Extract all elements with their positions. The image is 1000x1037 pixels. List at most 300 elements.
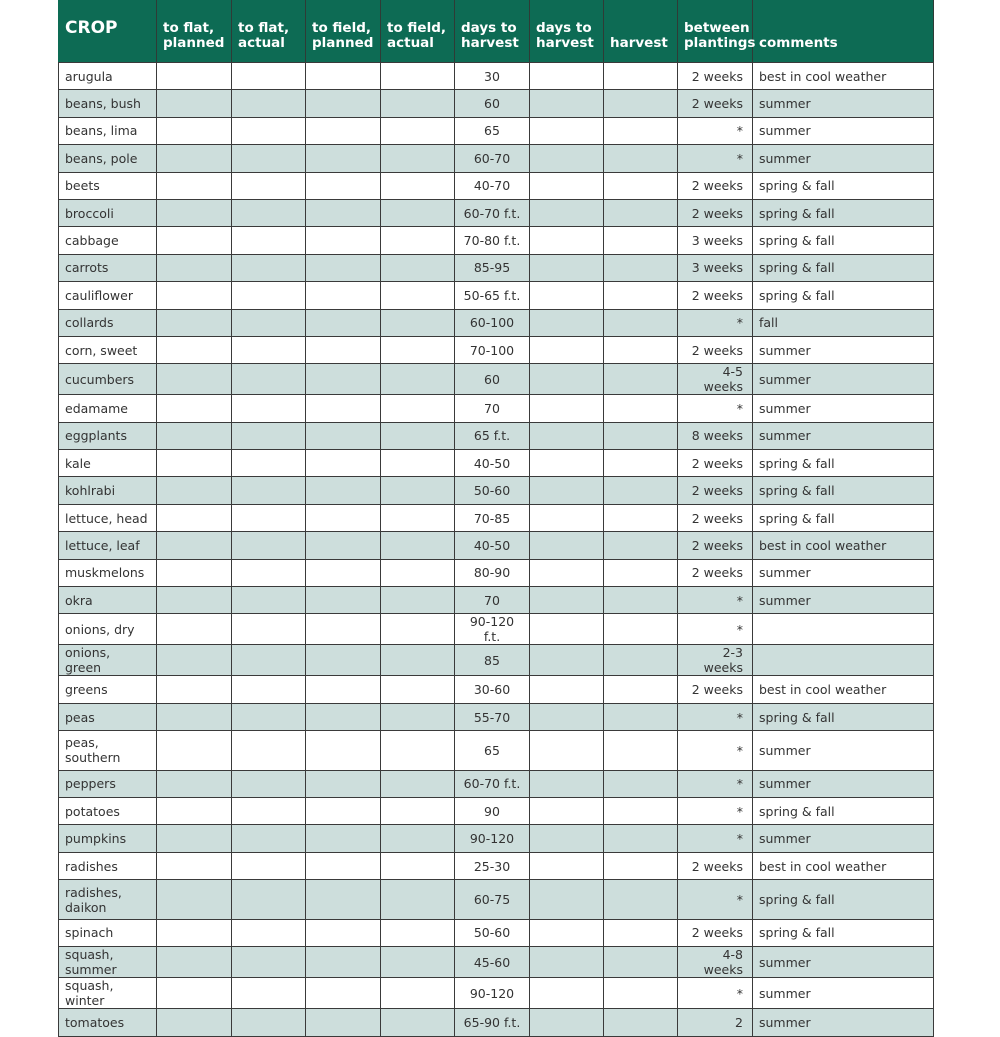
- days-to-harvest-2-cell[interactable]: [530, 825, 604, 852]
- field-actual-cell[interactable]: [381, 852, 455, 879]
- crop-cell: kale: [59, 450, 157, 477]
- comments-cell: spring & fall: [753, 798, 934, 825]
- days-to-harvest-2-cell[interactable]: [530, 309, 604, 336]
- table-row: [59, 919, 934, 946]
- flat-planned-cell[interactable]: [157, 504, 232, 531]
- days-to-harvest-cell: 85-95: [455, 254, 530, 281]
- field-actual-cell[interactable]: [381, 798, 455, 825]
- flat-planned-cell[interactable]: [157, 919, 232, 946]
- days-to-harvest-cell: 90-120: [455, 978, 530, 1009]
- flat-actual-cell[interactable]: [232, 282, 306, 309]
- flat-planned-cell[interactable]: [157, 336, 232, 363]
- flat-planned-cell[interactable]: [157, 63, 232, 90]
- field-actual-cell[interactable]: [381, 770, 455, 797]
- field-planned-cell[interactable]: [306, 254, 381, 281]
- days-to-harvest-cell: 50-60: [455, 919, 530, 946]
- table-row: [59, 731, 934, 771]
- days-to-harvest-2-cell[interactable]: [530, 770, 604, 797]
- header-harvest: harvest: [604, 0, 678, 63]
- crop-cell: cabbage: [59, 227, 157, 254]
- flat-planned-cell[interactable]: [157, 90, 232, 117]
- days-to-harvest-2-cell[interactable]: [530, 395, 604, 422]
- field-planned-cell[interactable]: [306, 477, 381, 504]
- comments-cell: spring & fall: [753, 703, 934, 730]
- between-plantings-cell: *: [678, 825, 753, 852]
- days-to-harvest-2-cell[interactable]: [530, 919, 604, 946]
- field-actual-cell[interactable]: [381, 309, 455, 336]
- harvest-cell[interactable]: [604, 1009, 678, 1036]
- field-actual-cell[interactable]: [381, 559, 455, 586]
- flat-planned-cell[interactable]: [157, 731, 232, 771]
- comments-cell: [753, 614, 934, 645]
- field-actual-cell[interactable]: [381, 450, 455, 477]
- days-to-harvest-cell: 60-100: [455, 309, 530, 336]
- field-actual-cell[interactable]: [381, 532, 455, 559]
- flat-actual-cell[interactable]: [232, 919, 306, 946]
- field-planned-cell[interactable]: [306, 947, 381, 978]
- flat-actual-cell[interactable]: [232, 254, 306, 281]
- days-to-harvest-2-cell[interactable]: [530, 532, 604, 559]
- flat-planned-cell[interactable]: [157, 645, 232, 676]
- field-planned-cell[interactable]: [306, 919, 381, 946]
- flat-planned-cell[interactable]: [157, 614, 232, 645]
- between-plantings-cell: *: [678, 770, 753, 797]
- field-planned-cell[interactable]: [306, 450, 381, 477]
- table-row: [59, 282, 934, 309]
- comments-cell: summer: [753, 145, 934, 172]
- flat-planned-cell[interactable]: [157, 559, 232, 586]
- crop-cell: spinach: [59, 919, 157, 946]
- days-to-harvest-2-cell[interactable]: [530, 227, 604, 254]
- days-to-harvest-2-cell[interactable]: [530, 559, 604, 586]
- flat-actual-cell[interactable]: [232, 172, 306, 199]
- field-planned-cell[interactable]: [306, 559, 381, 586]
- days-to-harvest-2-cell[interactable]: [530, 254, 604, 281]
- comments-cell: spring & fall: [753, 450, 934, 477]
- flat-actual-cell[interactable]: [232, 199, 306, 226]
- flat-actual-cell[interactable]: [232, 587, 306, 614]
- table-row: [59, 614, 934, 645]
- comments-cell: spring & fall: [753, 199, 934, 226]
- field-planned-cell[interactable]: [306, 336, 381, 363]
- field-planned-cell[interactable]: [306, 172, 381, 199]
- days-to-harvest-2-cell[interactable]: [530, 477, 604, 504]
- days-to-harvest-2-cell[interactable]: [530, 63, 604, 90]
- comments-cell: best in cool weather: [753, 532, 934, 559]
- harvest-cell[interactable]: [604, 947, 678, 978]
- flat-actual-cell[interactable]: [232, 450, 306, 477]
- days-to-harvest-cell: 40-50: [455, 532, 530, 559]
- flat-actual-cell[interactable]: [232, 227, 306, 254]
- table-row: [59, 199, 934, 226]
- field-actual-cell[interactable]: [381, 422, 455, 449]
- days-to-harvest-cell: 30: [455, 63, 530, 90]
- between-plantings-cell: 2 weeks: [678, 559, 753, 586]
- days-to-harvest-2-cell[interactable]: [530, 852, 604, 879]
- field-planned-cell[interactable]: [306, 852, 381, 879]
- flat-actual-cell[interactable]: [232, 731, 306, 771]
- flat-planned-cell[interactable]: [157, 852, 232, 879]
- days-to-harvest-cell: 25-30: [455, 852, 530, 879]
- between-plantings-cell: 4-5 weeks: [678, 364, 753, 395]
- flat-actual-cell[interactable]: [232, 676, 306, 703]
- flat-actual-cell[interactable]: [232, 645, 306, 676]
- between-plantings-cell: 2 weeks: [678, 450, 753, 477]
- flat-planned-cell[interactable]: [157, 770, 232, 797]
- field-planned-cell[interactable]: [306, 532, 381, 559]
- comments-cell: summer: [753, 336, 934, 363]
- days-to-harvest-cell: 40-50: [455, 450, 530, 477]
- crop-cell: onions, dry: [59, 614, 157, 645]
- field-actual-cell[interactable]: [381, 145, 455, 172]
- flat-planned-cell[interactable]: [157, 947, 232, 978]
- harvest-cell[interactable]: [604, 282, 678, 309]
- field-planned-cell[interactable]: [306, 1009, 381, 1036]
- table-row: [59, 336, 934, 363]
- between-plantings-cell: *: [678, 309, 753, 336]
- harvest-cell[interactable]: [604, 919, 678, 946]
- harvest-cell[interactable]: [604, 364, 678, 395]
- field-planned-cell[interactable]: [306, 364, 381, 395]
- between-plantings-cell: *: [678, 614, 753, 645]
- flat-planned-cell[interactable]: [157, 395, 232, 422]
- table-row: [59, 395, 934, 422]
- field-actual-cell[interactable]: [381, 336, 455, 363]
- flat-actual-cell[interactable]: [232, 559, 306, 586]
- between-plantings-cell: 2 weeks: [678, 919, 753, 946]
- table-row: [59, 227, 934, 254]
- table-row: [59, 770, 934, 797]
- comments-cell: summer: [753, 559, 934, 586]
- harvest-cell[interactable]: [604, 477, 678, 504]
- field-planned-cell[interactable]: [306, 798, 381, 825]
- days-to-harvest-2-cell[interactable]: [530, 1009, 604, 1036]
- flat-actual-cell[interactable]: [232, 880, 306, 920]
- flat-planned-cell[interactable]: [157, 587, 232, 614]
- harvest-cell[interactable]: [604, 199, 678, 226]
- harvest-cell[interactable]: [604, 90, 678, 117]
- comments-cell: spring & fall: [753, 227, 934, 254]
- harvest-cell[interactable]: [604, 614, 678, 645]
- field-actual-cell[interactable]: [381, 676, 455, 703]
- days-to-harvest-2-cell[interactable]: [530, 645, 604, 676]
- field-planned-cell[interactable]: [306, 199, 381, 226]
- days-to-harvest-2-cell[interactable]: [530, 422, 604, 449]
- harvest-cell[interactable]: [604, 825, 678, 852]
- harvest-cell[interactable]: [604, 172, 678, 199]
- field-planned-cell[interactable]: [306, 731, 381, 771]
- harvest-cell[interactable]: [604, 978, 678, 1009]
- days-to-harvest-2-cell[interactable]: [530, 364, 604, 395]
- days-to-harvest-cell: 45-60: [455, 947, 530, 978]
- harvest-cell[interactable]: [604, 852, 678, 879]
- field-actual-cell[interactable]: [381, 825, 455, 852]
- flat-actual-cell[interactable]: [232, 63, 306, 90]
- table-row: [59, 978, 934, 1009]
- field-actual-cell[interactable]: [381, 199, 455, 226]
- flat-planned-cell[interactable]: [157, 798, 232, 825]
- field-actual-cell[interactable]: [381, 364, 455, 395]
- comments-cell: spring & fall: [753, 880, 934, 920]
- harvest-cell[interactable]: [604, 450, 678, 477]
- field-planned-cell[interactable]: [306, 309, 381, 336]
- between-plantings-cell: 2 weeks: [678, 676, 753, 703]
- field-actual-cell[interactable]: [381, 227, 455, 254]
- flat-planned-cell[interactable]: [157, 117, 232, 144]
- days-to-harvest-2-cell[interactable]: [530, 504, 604, 531]
- field-actual-cell[interactable]: [381, 978, 455, 1009]
- flat-planned-cell[interactable]: [157, 282, 232, 309]
- days-to-harvest-2-cell[interactable]: [530, 947, 604, 978]
- harvest-cell[interactable]: [604, 731, 678, 771]
- days-to-harvest-cell: 60-70 f.t.: [455, 770, 530, 797]
- header-between-plantings: between plantings: [678, 0, 753, 63]
- days-to-harvest-cell: 40-70: [455, 172, 530, 199]
- days-to-harvest-cell: 70: [455, 587, 530, 614]
- flat-actual-cell[interactable]: [232, 422, 306, 449]
- field-planned-cell[interactable]: [306, 825, 381, 852]
- days-to-harvest-2-cell[interactable]: [530, 199, 604, 226]
- harvest-cell[interactable]: [604, 117, 678, 144]
- field-actual-cell[interactable]: [381, 919, 455, 946]
- flat-actual-cell[interactable]: [232, 336, 306, 363]
- days-to-harvest-2-cell[interactable]: [530, 450, 604, 477]
- field-planned-cell[interactable]: [306, 504, 381, 531]
- field-planned-cell[interactable]: [306, 117, 381, 144]
- field-planned-cell[interactable]: [306, 676, 381, 703]
- flat-planned-cell[interactable]: [157, 978, 232, 1009]
- days-to-harvest-cell: 55-70: [455, 703, 530, 730]
- table-row: [59, 450, 934, 477]
- between-plantings-cell: 2 weeks: [678, 172, 753, 199]
- flat-planned-cell[interactable]: [157, 309, 232, 336]
- flat-actual-cell[interactable]: [232, 90, 306, 117]
- field-planned-cell[interactable]: [306, 703, 381, 730]
- days-to-harvest-2-cell[interactable]: [530, 676, 604, 703]
- field-actual-cell[interactable]: [381, 1009, 455, 1036]
- harvest-cell[interactable]: [604, 336, 678, 363]
- days-to-harvest-2-cell[interactable]: [530, 145, 604, 172]
- field-planned-cell[interactable]: [306, 614, 381, 645]
- harvest-cell[interactable]: [604, 587, 678, 614]
- flat-actual-cell[interactable]: [232, 145, 306, 172]
- field-actual-cell[interactable]: [381, 90, 455, 117]
- flat-planned-cell[interactable]: [157, 676, 232, 703]
- harvest-cell[interactable]: [604, 532, 678, 559]
- field-actual-cell[interactable]: [381, 947, 455, 978]
- field-planned-cell[interactable]: [306, 90, 381, 117]
- flat-planned-cell[interactable]: [157, 703, 232, 730]
- crop-cell: potatoes: [59, 798, 157, 825]
- crop-cell: cauliflower: [59, 282, 157, 309]
- crop-cell: tomatoes: [59, 1009, 157, 1036]
- table-row: [59, 477, 934, 504]
- flat-planned-cell[interactable]: [157, 422, 232, 449]
- harvest-cell[interactable]: [604, 645, 678, 676]
- flat-actual-cell[interactable]: [232, 309, 306, 336]
- field-actual-cell[interactable]: [381, 172, 455, 199]
- flat-planned-cell[interactable]: [157, 880, 232, 920]
- comments-cell: summer: [753, 731, 934, 771]
- harvest-cell[interactable]: [604, 504, 678, 531]
- field-planned-cell[interactable]: [306, 770, 381, 797]
- crop-cell: lettuce, head: [59, 504, 157, 531]
- field-actual-cell[interactable]: [381, 614, 455, 645]
- crop-cell: beans, lima: [59, 117, 157, 144]
- between-plantings-cell: 2-3 weeks: [678, 645, 753, 676]
- field-planned-cell[interactable]: [306, 645, 381, 676]
- field-planned-cell[interactable]: [306, 422, 381, 449]
- days-to-harvest-2-cell[interactable]: [530, 282, 604, 309]
- flat-actual-cell[interactable]: [232, 477, 306, 504]
- crop-cell: cucumbers: [59, 364, 157, 395]
- header-days-to-harvest: days to harvest: [455, 0, 530, 63]
- field-actual-cell[interactable]: [381, 703, 455, 730]
- field-actual-cell[interactable]: [381, 63, 455, 90]
- flat-planned-cell[interactable]: [157, 1009, 232, 1036]
- field-planned-cell[interactable]: [306, 880, 381, 920]
- crop-cell: greens: [59, 676, 157, 703]
- field-planned-cell[interactable]: [306, 145, 381, 172]
- header-field-actual: to field, actual: [381, 0, 455, 63]
- comments-cell: spring & fall: [753, 254, 934, 281]
- days-to-harvest-2-cell[interactable]: [530, 731, 604, 771]
- flat-actual-cell[interactable]: [232, 364, 306, 395]
- days-to-harvest-cell: 60: [455, 90, 530, 117]
- crop-cell: muskmelons: [59, 559, 157, 586]
- flat-planned-cell[interactable]: [157, 145, 232, 172]
- field-planned-cell[interactable]: [306, 227, 381, 254]
- crop-cell: peppers: [59, 770, 157, 797]
- field-planned-cell[interactable]: [306, 978, 381, 1009]
- field-actual-cell[interactable]: [381, 645, 455, 676]
- planting-schedule-table: [58, 0, 934, 1037]
- field-actual-cell[interactable]: [381, 254, 455, 281]
- field-actual-cell[interactable]: [381, 587, 455, 614]
- table-row: [59, 559, 934, 586]
- days-to-harvest-cell: 60-70 f.t.: [455, 199, 530, 226]
- days-to-harvest-cell: 90-120 f.t.: [455, 614, 530, 645]
- header-row: [59, 0, 934, 63]
- days-to-harvest-2-cell[interactable]: [530, 798, 604, 825]
- comments-cell: spring & fall: [753, 172, 934, 199]
- field-planned-cell[interactable]: [306, 282, 381, 309]
- days-to-harvest-2-cell[interactable]: [530, 172, 604, 199]
- harvest-cell[interactable]: [604, 227, 678, 254]
- field-actual-cell[interactable]: [381, 117, 455, 144]
- flat-actual-cell[interactable]: [232, 703, 306, 730]
- flat-planned-cell[interactable]: [157, 254, 232, 281]
- table-row: [59, 117, 934, 144]
- harvest-cell[interactable]: [604, 145, 678, 172]
- between-plantings-cell: *: [678, 587, 753, 614]
- crop-cell: kohlrabi: [59, 477, 157, 504]
- days-to-harvest-2-cell[interactable]: [530, 880, 604, 920]
- harvest-cell[interactable]: [604, 676, 678, 703]
- harvest-cell[interactable]: [604, 559, 678, 586]
- field-actual-cell[interactable]: [381, 395, 455, 422]
- table-row: [59, 880, 934, 920]
- between-plantings-cell: 2 weeks: [678, 477, 753, 504]
- days-to-harvest-2-cell[interactable]: [530, 90, 604, 117]
- flat-planned-cell[interactable]: [157, 172, 232, 199]
- flat-planned-cell[interactable]: [157, 227, 232, 254]
- field-planned-cell[interactable]: [306, 63, 381, 90]
- flat-actual-cell[interactable]: [232, 117, 306, 144]
- harvest-cell[interactable]: [604, 309, 678, 336]
- flat-actual-cell[interactable]: [232, 1009, 306, 1036]
- field-actual-cell[interactable]: [381, 282, 455, 309]
- days-to-harvest-2-cell[interactable]: [530, 336, 604, 363]
- harvest-cell[interactable]: [604, 422, 678, 449]
- crop-cell: pumpkins: [59, 825, 157, 852]
- harvest-cell[interactable]: [604, 770, 678, 797]
- harvest-cell[interactable]: [604, 880, 678, 920]
- crop-cell: beans, pole: [59, 145, 157, 172]
- flat-actual-cell[interactable]: [232, 852, 306, 879]
- harvest-cell[interactable]: [604, 703, 678, 730]
- between-plantings-cell: *: [678, 731, 753, 771]
- flat-planned-cell[interactable]: [157, 450, 232, 477]
- flat-planned-cell[interactable]: [157, 364, 232, 395]
- harvest-cell[interactable]: [604, 63, 678, 90]
- field-actual-cell[interactable]: [381, 504, 455, 531]
- comments-cell: summer: [753, 587, 934, 614]
- field-actual-cell[interactable]: [381, 477, 455, 504]
- flat-actual-cell[interactable]: [232, 947, 306, 978]
- days-to-harvest-2-cell[interactable]: [530, 978, 604, 1009]
- flat-actual-cell[interactable]: [232, 504, 306, 531]
- flat-actual-cell[interactable]: [232, 395, 306, 422]
- flat-planned-cell[interactable]: [157, 199, 232, 226]
- table-row: [59, 798, 934, 825]
- table-row: [59, 825, 934, 852]
- flat-actual-cell[interactable]: [232, 614, 306, 645]
- crop-cell: peas, southern: [59, 731, 157, 771]
- between-plantings-cell: 8 weeks: [678, 422, 753, 449]
- comments-cell: summer: [753, 1009, 934, 1036]
- table-row: [59, 947, 934, 978]
- flat-planned-cell[interactable]: [157, 825, 232, 852]
- table-row: [59, 145, 934, 172]
- field-actual-cell[interactable]: [381, 731, 455, 771]
- flat-planned-cell[interactable]: [157, 477, 232, 504]
- harvest-cell[interactable]: [604, 395, 678, 422]
- flat-actual-cell[interactable]: [232, 978, 306, 1009]
- flat-actual-cell[interactable]: [232, 532, 306, 559]
- comments-cell: summer: [753, 422, 934, 449]
- harvest-cell[interactable]: [604, 254, 678, 281]
- table-row: [59, 703, 934, 730]
- days-to-harvest-2-cell[interactable]: [530, 587, 604, 614]
- flat-planned-cell[interactable]: [157, 532, 232, 559]
- days-to-harvest-cell: 70: [455, 395, 530, 422]
- table-row: [59, 645, 934, 676]
- table-row: [59, 254, 934, 281]
- field-planned-cell[interactable]: [306, 587, 381, 614]
- between-plantings-cell: 2 weeks: [678, 199, 753, 226]
- days-to-harvest-2-cell[interactable]: [530, 703, 604, 730]
- field-planned-cell[interactable]: [306, 395, 381, 422]
- days-to-harvest-2-cell[interactable]: [530, 614, 604, 645]
- flat-actual-cell[interactable]: [232, 825, 306, 852]
- crop-cell: peas: [59, 703, 157, 730]
- harvest-cell[interactable]: [604, 798, 678, 825]
- field-actual-cell[interactable]: [381, 880, 455, 920]
- days-to-harvest-2-cell[interactable]: [530, 117, 604, 144]
- flat-actual-cell[interactable]: [232, 798, 306, 825]
- flat-actual-cell[interactable]: [232, 770, 306, 797]
